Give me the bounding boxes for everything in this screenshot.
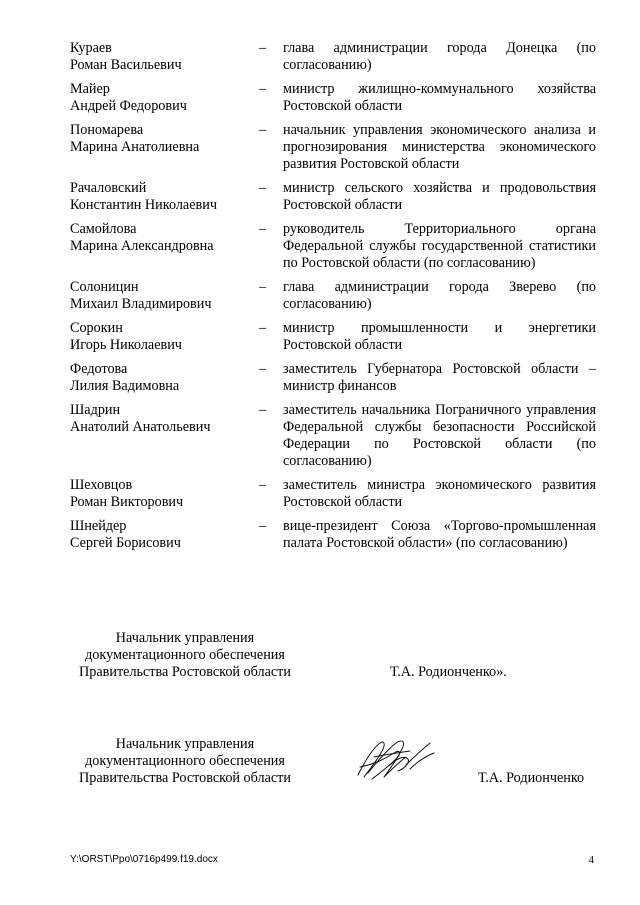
member-given-name: Роман Васильевич (70, 57, 182, 73)
member-role: руководитель Территориального органа Федеральной службы государственной статистики по Ростовской области (по согласованию) (283, 221, 596, 271)
member-role: глава администрации города Донецка (по согласованию) (283, 40, 596, 73)
member-row (70, 518, 596, 552)
member-given-name: Роман Викторович (70, 494, 184, 510)
member-name (70, 477, 255, 511)
member-name (70, 518, 255, 552)
signatory-title-line: Начальник управления (115, 736, 255, 752)
member-surname: Самойлова (70, 221, 137, 237)
dash-separator: – (259, 477, 267, 493)
member-given-name: Михаил Владимирович (70, 296, 212, 312)
member-row (70, 320, 596, 354)
member-name (70, 40, 255, 74)
signatory-title-line: Правительства Ростовской области (79, 664, 291, 680)
member-row (70, 40, 596, 74)
member-name (70, 361, 255, 395)
signatory-title-line: Начальник управления (115, 630, 255, 646)
member-role: заместитель министра экономического развития Ростовской области (283, 477, 596, 510)
member-row (70, 402, 596, 470)
member-name (70, 320, 255, 354)
signatory-name: Т.А. Родионченко». (390, 664, 507, 680)
member-role: министр промышленности и энергетики Ростовской области (283, 320, 596, 353)
member-role: глава администрации города Зверево (по согласованию) (283, 279, 596, 312)
member-name (70, 81, 255, 115)
member-role: министр жилищно-коммунального хозяйства Ростовской области (283, 81, 596, 114)
member-name (70, 221, 255, 272)
member-row (70, 180, 596, 214)
signatory-title (70, 630, 300, 681)
member-name (70, 122, 255, 173)
dash-separator: – (259, 402, 267, 418)
signatory-title-line: документационного обеспечения (85, 647, 285, 663)
member-row (70, 81, 596, 115)
member-surname: Кураев (70, 40, 112, 56)
member-row (70, 361, 596, 395)
handwritten-signature (350, 735, 440, 785)
signatory-title-line: документационного обеспечения (85, 753, 285, 769)
member-name (70, 180, 255, 214)
signatory-title-line: Правительства Ростовской области (79, 770, 291, 786)
member-surname: Шеховцов (70, 477, 133, 493)
member-given-name: Лилия Вадимовна (70, 378, 180, 394)
member-row (70, 279, 596, 313)
member-surname: Рачаловский (70, 180, 147, 196)
member-name (70, 279, 255, 313)
member-name (70, 402, 255, 470)
member-surname: Шадрин (70, 402, 121, 418)
member-given-name: Анатолий Анатольевич (70, 419, 211, 435)
file-path: Y:\ORST\Ppo\0716p499.f19.docx (70, 854, 218, 865)
member-role: начальник управления экономического анализа и прогнозирования министерства экономического развития Ростовской области (283, 122, 596, 172)
member-surname: Сорокин (70, 320, 123, 336)
member-given-name: Андрей Федорович (70, 98, 187, 114)
member-role: заместитель начальника Пограничного управления Федеральной службы безопасности Российской Федерации по Ростовской области (по согласованию) (283, 402, 596, 469)
member-surname: Шнейдер (70, 518, 127, 534)
dash-separator: – (259, 320, 267, 336)
member-row (70, 122, 596, 173)
member-role: вице-президент Союза «Торгово-промышленная палата Ростовской области» (по согласованию) (283, 518, 596, 551)
member-row (70, 221, 596, 272)
dash-separator: – (259, 221, 267, 237)
member-row (70, 477, 596, 511)
member-surname: Солоницин (70, 279, 139, 295)
member-given-name: Марина Анатолиевна (70, 139, 200, 155)
signatory-name: Т.А. Родионченко (478, 770, 585, 786)
member-given-name: Марина Александровна (70, 238, 214, 254)
dash-separator: – (259, 518, 267, 534)
dash-separator: – (259, 180, 267, 196)
member-role: заместитель Губернатора Ростовской области – министр финансов (283, 361, 596, 394)
page-number: 4 (588, 854, 594, 866)
dash-separator: – (259, 279, 267, 295)
member-given-name: Сергей Борисович (70, 535, 181, 551)
member-given-name: Игорь Николаевич (70, 337, 182, 353)
member-surname: Пономарева (70, 122, 144, 138)
member-given-name: Константин Николаевич (70, 197, 217, 213)
member-role: министр сельского хозяйства и продовольствия Ростовской области (283, 180, 596, 213)
member-surname: Майер (70, 81, 110, 97)
dash-separator: – (259, 81, 267, 97)
signatory-title (70, 736, 300, 787)
dash-separator: – (259, 40, 267, 56)
members-list (70, 40, 596, 559)
member-surname: Федотова (70, 361, 128, 377)
dash-separator: – (259, 361, 267, 377)
dash-separator: – (259, 122, 267, 138)
